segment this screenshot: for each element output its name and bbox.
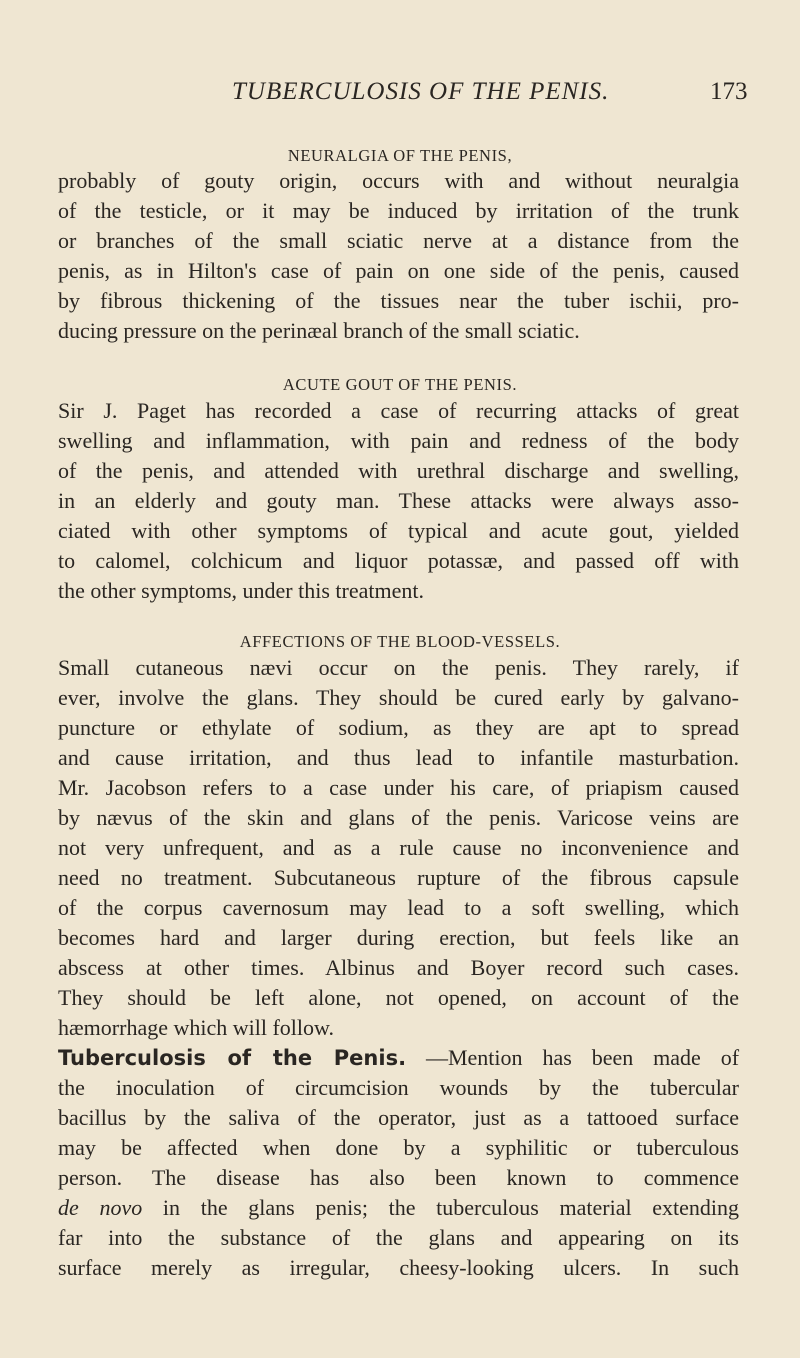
text-line: and cause irritation, and thus lead to infantile masturbation. xyxy=(58,745,739,770)
text-line: Sir J. Paget has recorded a case of recurring attacks of great xyxy=(58,398,739,423)
section-heading-acute-gout: ACUTE GOUT OF THE PENIS. xyxy=(282,375,518,394)
text-line: the inoculation of circumcision wounds by the tubercular xyxy=(58,1075,739,1100)
text-line: Small cutaneous nævi occur on the penis. They rarely, if xyxy=(58,655,739,680)
text-line xyxy=(58,1193,739,1223)
italic-de-novo: de novo xyxy=(58,1195,143,1220)
running-head xyxy=(0,78,800,118)
section-heading-neuralgia: NEURALGIA OF THE PENIS, xyxy=(287,146,513,165)
text-line: penis, as in Hilton's case of pain on one side of the penis, caused xyxy=(58,258,739,283)
text-line: ducing pressure on the perinæal branch of the small sciatic. xyxy=(58,318,580,343)
text-line: by nævus of the skin and glans of the penis. Varicose veins are xyxy=(58,805,739,830)
text-line: or branches of the small sciatic nerve at a distance from the xyxy=(58,228,739,253)
text-line: to calomel, colchicum and liquor potassæ, and passed off with xyxy=(58,548,739,573)
text-line: person. The disease has also been known to commence xyxy=(58,1165,739,1190)
text-line: bacillus by the saliva of the operator, just as a tattooed surface xyxy=(58,1105,739,1130)
text-line: They should be left alone, not opened, on account of the xyxy=(58,985,739,1010)
text-line: not very unfrequent, and as a rule cause no inconvenience and xyxy=(58,835,739,860)
page-number: 173 xyxy=(710,78,748,105)
text-line: the other symptoms, under this treatment. xyxy=(58,578,424,603)
text-line: may be affected when done by a syphilitic or tuberculous xyxy=(58,1135,739,1160)
running-title: TUBERCULOSIS OF THE PENIS. xyxy=(232,78,610,105)
text-line: probably of gouty origin, occurs with and without neuralgia xyxy=(58,168,739,193)
text-run: —Mention has been made of xyxy=(425,1045,740,1070)
text-line: hæmorrhage which will follow. xyxy=(58,1015,334,1040)
text-line: becomes hard and larger during erection, but feels like an xyxy=(58,925,739,950)
text-line: of the penis, and attended with urethral discharge and swelling, xyxy=(58,458,739,483)
text-line: need no treatment. Subcutaneous rupture of the fibrous capsule xyxy=(58,865,739,890)
text-line: surface merely as irregular, cheesy-looking ulcers. In such xyxy=(58,1255,739,1280)
text-line xyxy=(58,1043,739,1073)
text-line: swelling and inflammation, with pain and redness of the body xyxy=(58,428,739,453)
text-line: abscess at other times. Albinus and Boyer record such cases. xyxy=(58,955,739,980)
text-line: puncture or ethylate of sodium, as they are apt to spread xyxy=(58,715,739,740)
text-line: Mr. Jacobson refers to a case under his care, of priapism caused xyxy=(58,775,739,800)
run-in-heading-tuberculosis: Tuberculosis of the Penis. xyxy=(58,1046,407,1070)
text-line: far into the substance of the glans and appearing on its xyxy=(58,1225,739,1250)
text-line: of the testicle, or it may be induced by irritation of the trunk xyxy=(58,198,739,223)
text-line: ciated with other symptoms of typical and acute gout, yielded xyxy=(58,518,739,543)
text-line: of the corpus cavernosum may lead to a soft swelling, which xyxy=(58,895,739,920)
text-line: ever, involve the glans. They should be cured early by galvano- xyxy=(58,685,739,710)
text-run: in the glans penis; the tuberculous material extending xyxy=(162,1195,740,1220)
text-line: in an elderly and gouty man. These attacks were always asso- xyxy=(58,488,739,513)
text-line: by fibrous thickening of the tissues near the tuber ischii, pro- xyxy=(58,288,739,313)
section-heading-blood-vessels: AFFECTIONS OF THE BLOOD-VESSELS. xyxy=(239,632,561,651)
